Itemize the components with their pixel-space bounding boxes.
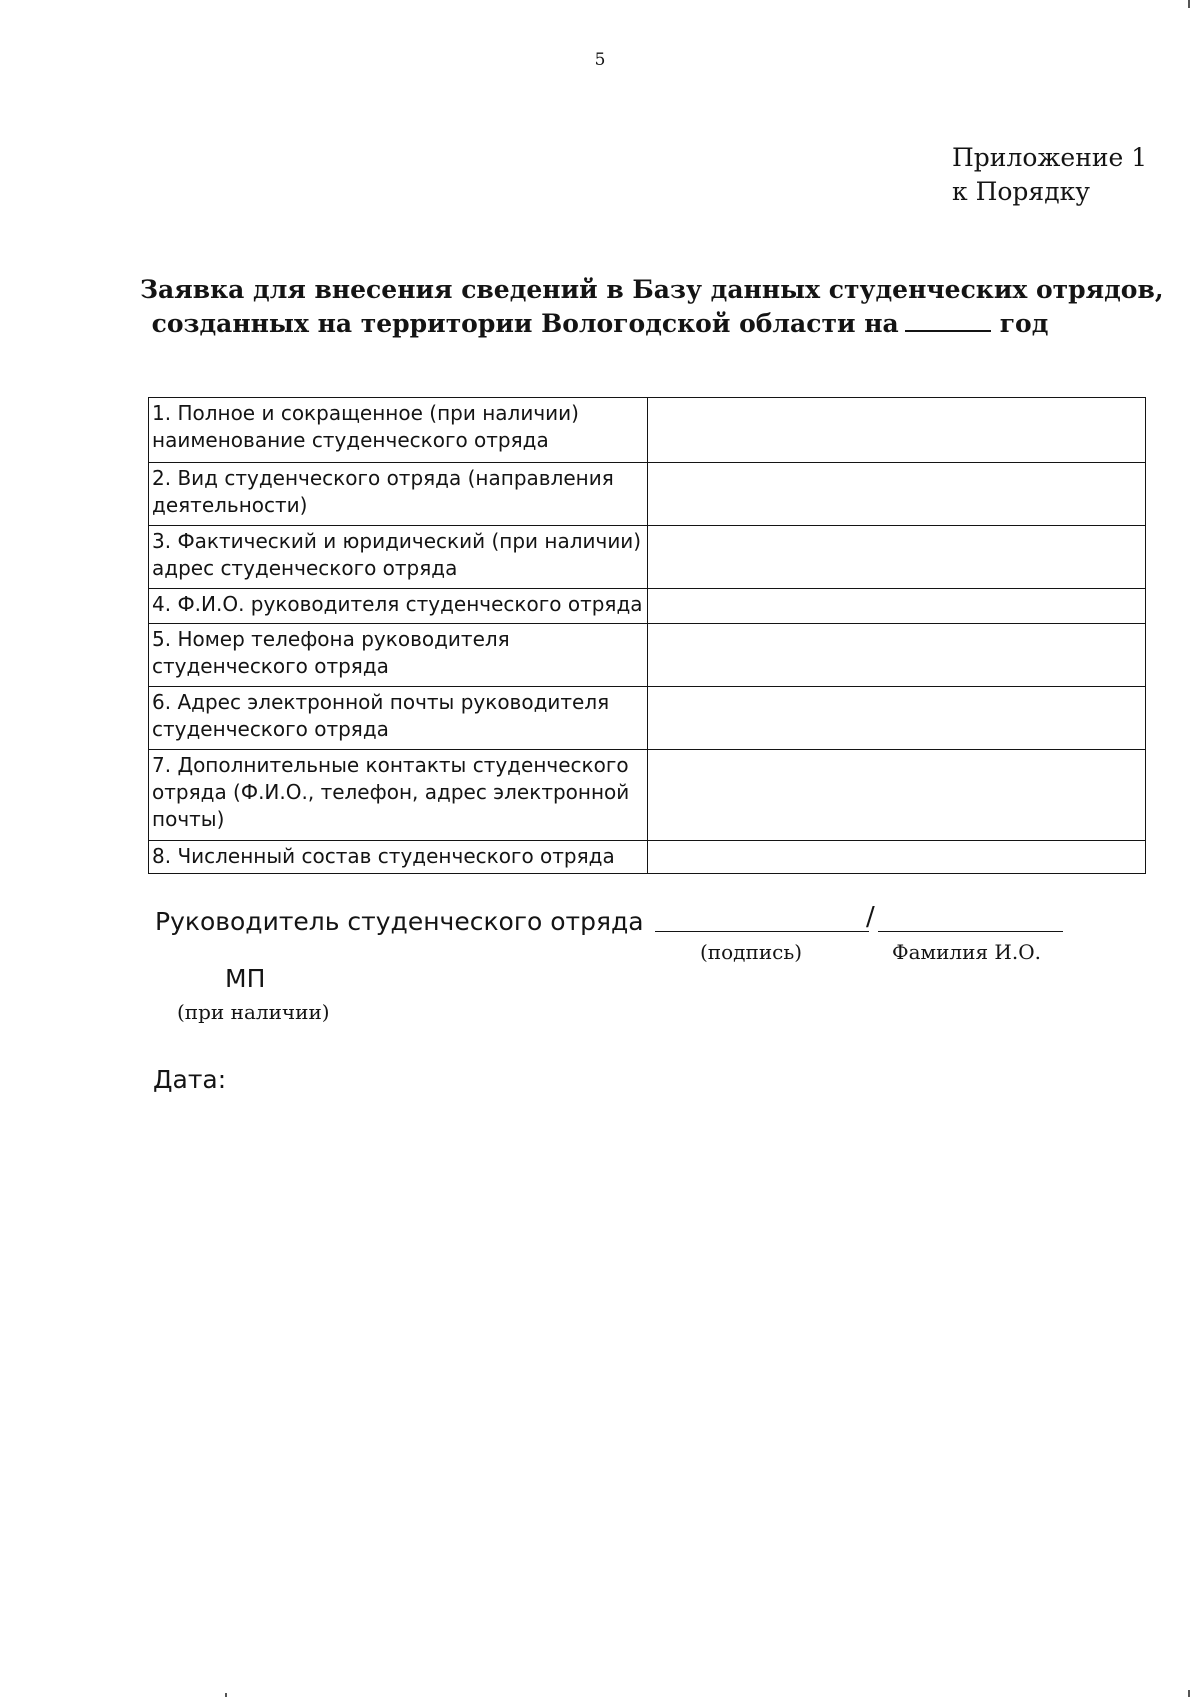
surname-blank-line[interactable] (878, 931, 1063, 932)
signature-caption: (подпись) (700, 940, 803, 964)
row-value-field[interactable] (648, 589, 1146, 624)
table-row (149, 750, 1146, 841)
row-label: 3. Фактический и юридический (при наличии) адрес студенческого отряда (149, 526, 648, 589)
scan-edge-mark (1188, 1690, 1190, 1697)
table-row (149, 398, 1146, 463)
signature-separator: / (866, 902, 875, 932)
table-row (149, 463, 1146, 526)
scan-edge-mark (1188, 0, 1190, 8)
row-label: 1. Полное и сокращенное (при наличии) наименование студенческого отряда (149, 398, 648, 463)
row-value-field[interactable] (648, 398, 1146, 463)
row-value-field[interactable] (648, 463, 1146, 526)
row-label: 4. Ф.И.О. руководителя студенческого отряда (149, 589, 648, 624)
title-year-word: год (999, 309, 1049, 338)
table-row (149, 687, 1146, 750)
surname-caption: Фамилия И.О. (892, 940, 1041, 964)
appendix-line-1: Приложение 1 (952, 143, 1148, 172)
title-line-2-text: созданных на территории Вологодской области на (151, 309, 899, 338)
row-value-field[interactable] (648, 687, 1146, 750)
page-number: 5 (594, 50, 606, 70)
table-row (149, 589, 1146, 624)
row-label: 5. Номер телефона руководителя студенческого отряда (149, 624, 648, 687)
appendix-reference (952, 141, 1147, 209)
table-row (149, 624, 1146, 687)
row-label: 6. Адрес электронной почты руководителя студенческого отряда (149, 687, 648, 750)
leader-signature-label: Руководитель студенческого отряда (155, 907, 644, 936)
title-line-2 (140, 307, 1060, 341)
row-label: 2. Вид студенческого отряда (направления деятельности) (149, 463, 648, 526)
row-value-field[interactable] (648, 526, 1146, 589)
signature-blank-line[interactable] (655, 931, 869, 932)
date-label: Дата: (153, 1065, 227, 1094)
year-blank-field[interactable] (905, 308, 991, 332)
table-row (149, 841, 1146, 874)
table-row (149, 526, 1146, 589)
row-value-field[interactable] (648, 750, 1146, 841)
document-title (140, 273, 1164, 341)
appendix-line-2: к Порядку (952, 177, 1090, 206)
row-value-field[interactable] (648, 624, 1146, 687)
title-line-1: Заявка для внесения сведений в Базу данных студенческих отрядов, (140, 275, 1164, 304)
row-label: 7. Дополнительные контакты студенческого отряда (Ф.И.О., телефон, адрес электронной почты) (149, 750, 648, 841)
scan-edge-mark (225, 1693, 227, 1697)
row-label: 8. Численный состав студенческого отряда (149, 841, 648, 874)
row-value-field[interactable] (648, 841, 1146, 874)
application-form-table (148, 397, 1146, 874)
stamp-note: (при наличии) (177, 1000, 330, 1024)
stamp-label: МП (225, 964, 266, 993)
